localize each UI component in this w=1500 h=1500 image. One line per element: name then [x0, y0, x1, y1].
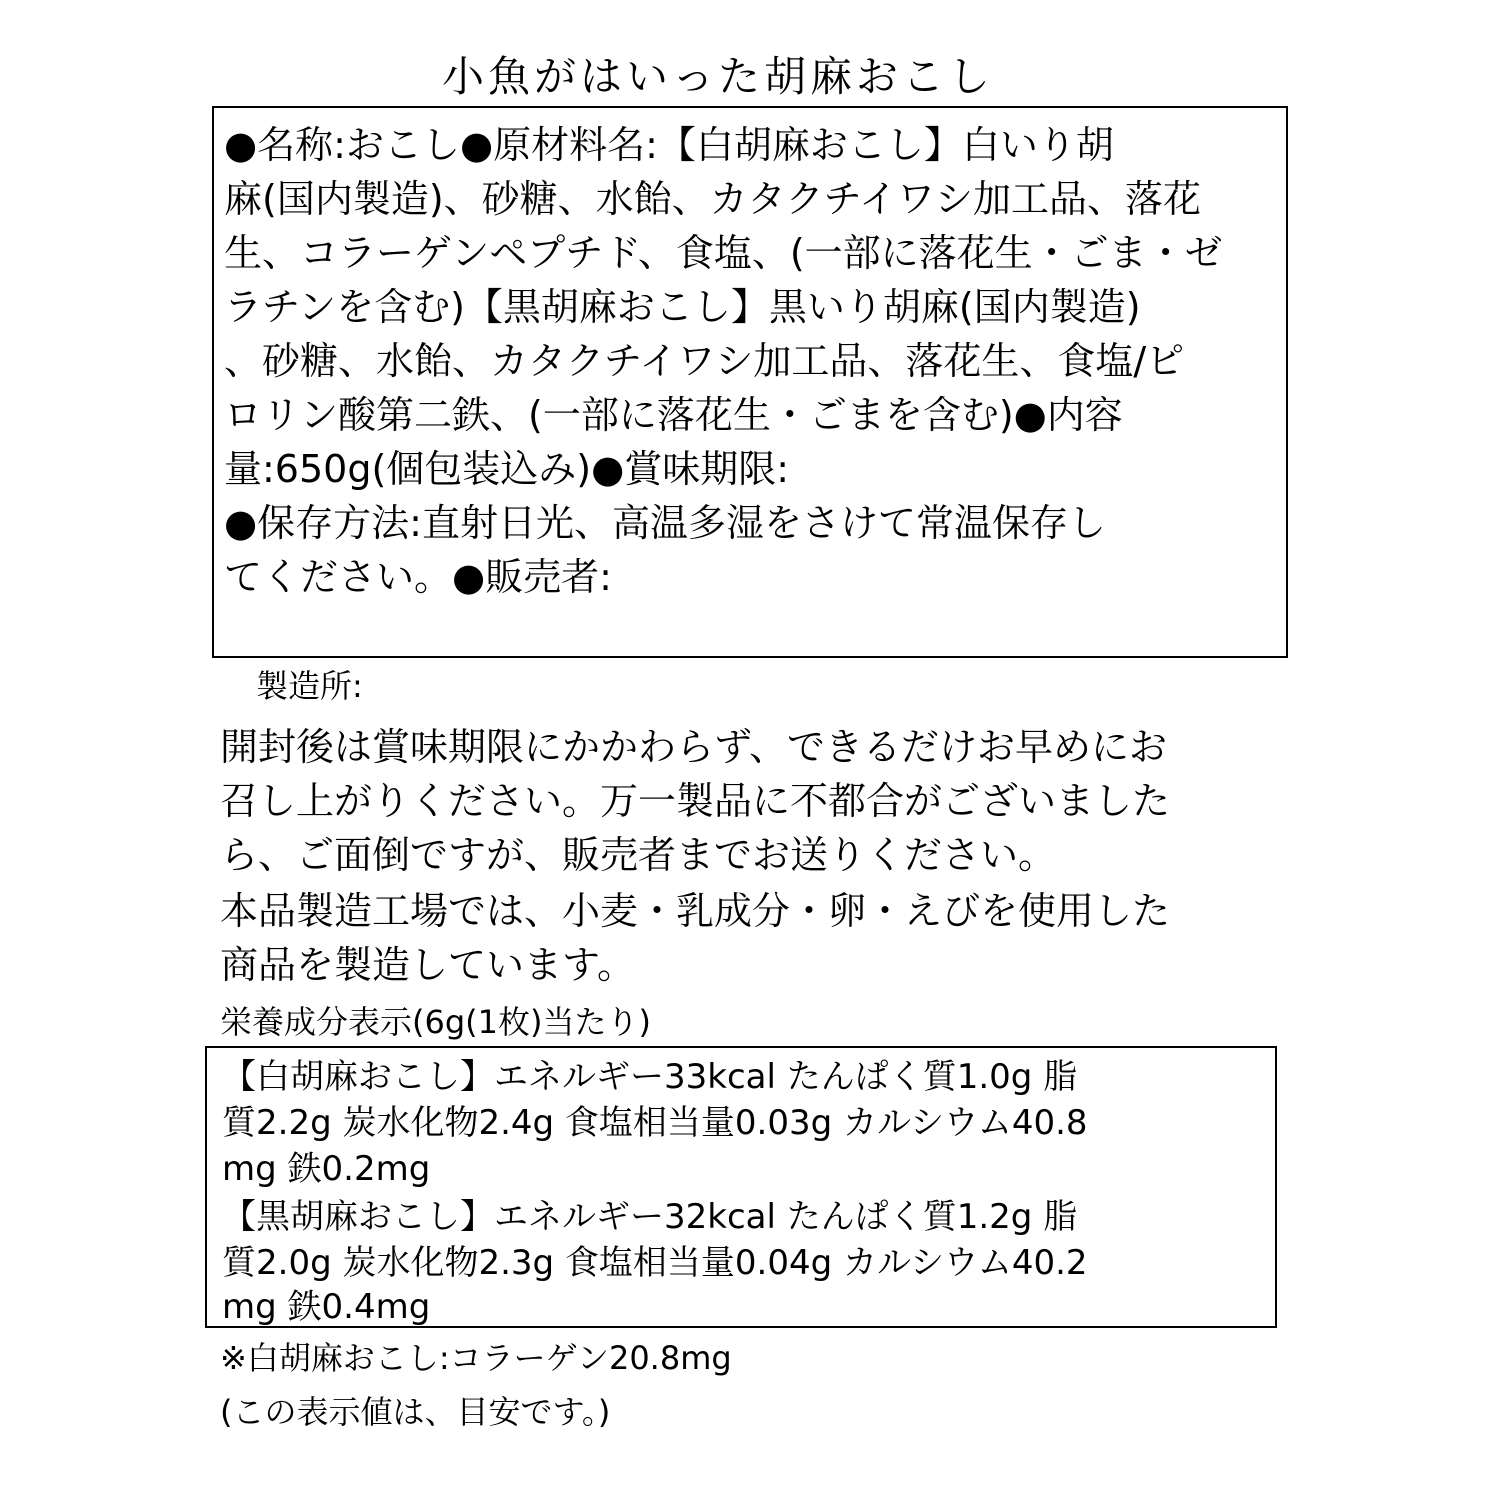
- nutrition-line: 質2.0g 炭水化物2.3g 食塩相当量0.04g カルシウム40.2: [222, 1243, 1088, 1283]
- notice-line: 開封後は賞味期限にかかわらず、できるだけお早めにお: [220, 725, 1167, 769]
- collagen-footnote: ※白胡麻おこし:コラーゲン20.8mg: [220, 1339, 732, 1377]
- nutrition-line: 質2.2g 炭水化物2.4g 食塩相当量0.03g カルシウム40.8: [222, 1103, 1088, 1143]
- label-line: ラチンを含む)【黒胡麻おこし】黒いり胡麻(国内製造): [224, 285, 1141, 329]
- label-line: ロリン酸第二鉄、(一部に落花生・ごまを含む)●内容: [224, 393, 1123, 437]
- label-line: ●名称:おこし●原材料名:【白胡麻おこし】白いり胡: [224, 123, 1114, 167]
- label-line: てください。●販売者:: [224, 555, 612, 599]
- nutrition-line: 【黒胡麻おこし】エネルギー32kcal たんぱく質1.2g 脂: [222, 1197, 1078, 1237]
- manufacturer-label: 製造所:: [256, 667, 363, 705]
- allergen-notice-line: 本品製造工場では、小麦・乳成分・卵・えびを使用した: [220, 889, 1171, 933]
- label-line: ●保存方法:直射日光、高温多湿をさけて常温保存し: [224, 501, 1106, 545]
- label-line: 量:650g(個包装込み)●賞味期限:: [224, 447, 790, 491]
- allergen-notice-line: 商品を製造しています。: [220, 943, 635, 987]
- disclaimer-note: (この表示値は、目安です。): [220, 1393, 611, 1431]
- nutrition-line: 【白胡麻おこし】エネルギー33kcal たんぱく質1.0g 脂: [222, 1057, 1078, 1097]
- notice-line: ら、ご面倒ですが、販売者までお送りください。: [220, 833, 1057, 877]
- label-line: 、砂糖、水飴、カタクチイワシ加工品、落花生、食塩/ピ: [224, 339, 1185, 383]
- label-line: 生、コラーゲンペプチド、食塩、(一部に落花生・ごま・ゼ: [224, 231, 1223, 275]
- nutrition-heading: 栄養成分表示(6g(1枚)当たり): [220, 1003, 651, 1041]
- nutrition-line: mg 鉄0.2mg: [222, 1149, 431, 1189]
- notice-line: 召し上がりください。万一製品に不都合がございました: [220, 779, 1171, 823]
- nutrition-line: mg 鉄0.4mg: [222, 1287, 431, 1327]
- label-line: 麻(国内製造)、砂糖、水飴、カタクチイワシ加工品、落花: [224, 177, 1201, 221]
- product-title: 小魚がはいった胡麻おこし: [442, 52, 995, 101]
